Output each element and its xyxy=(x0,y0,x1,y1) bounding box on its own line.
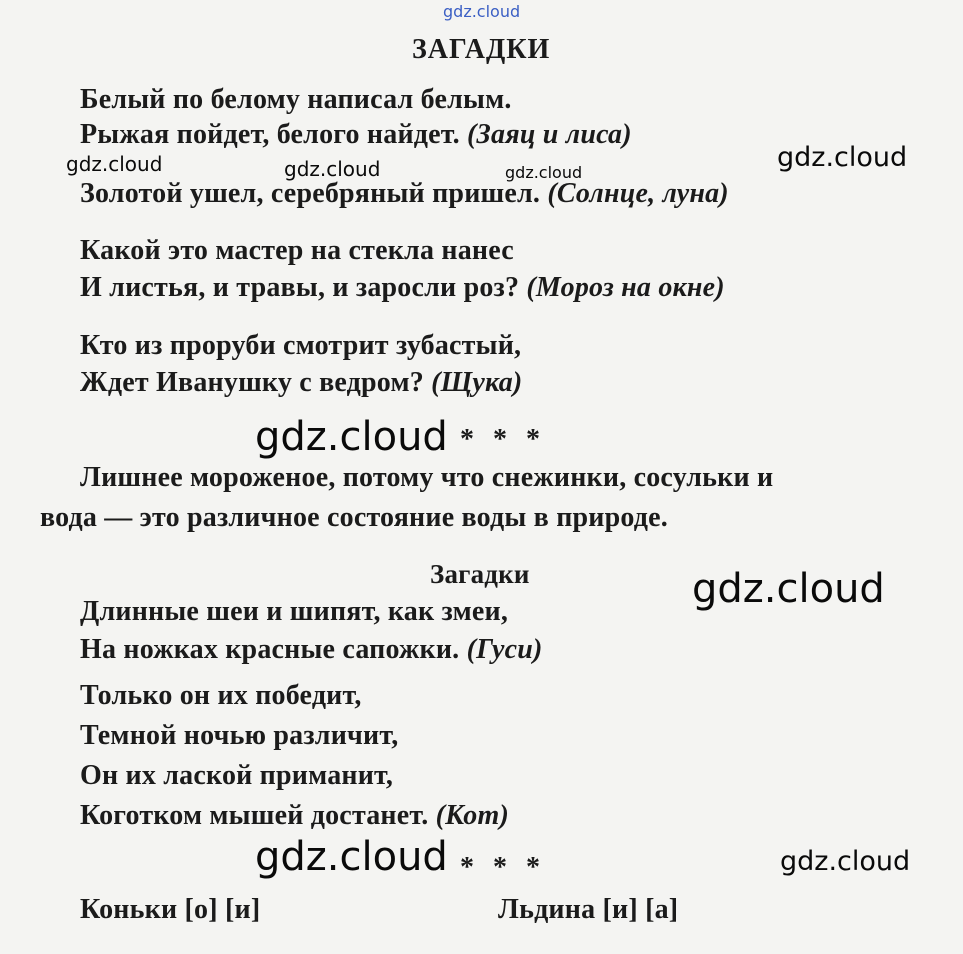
riddle-text: На ножках красные сапожки. xyxy=(80,634,460,665)
riddle2-line-2 xyxy=(80,634,543,666)
watermark: gdz.cloud xyxy=(66,152,163,176)
bottom-left-word: Коньки [о] [и] xyxy=(80,894,261,925)
watermark-top: gdz.cloud xyxy=(443,2,521,21)
riddle-line-4 xyxy=(80,235,514,267)
separator-1: * * * xyxy=(460,424,546,455)
riddle-line-5 xyxy=(80,272,725,304)
watermark: gdz.cloud xyxy=(780,846,911,877)
riddle2-line-1 xyxy=(80,596,508,628)
title: ЗАГАДКИ xyxy=(412,34,551,65)
watermark: gdz.cloud xyxy=(255,414,448,460)
riddle-line-1 xyxy=(80,84,512,116)
riddle-text: Кто из проруби смотрит зубастый, xyxy=(80,330,522,361)
riddle-text: Коготком мышей достанет. xyxy=(80,800,429,831)
watermark: gdz.cloud xyxy=(777,142,908,173)
riddle-answer: (Кот) xyxy=(435,800,510,831)
watermark: gdz.cloud xyxy=(505,163,583,182)
riddle-line-6 xyxy=(80,330,521,362)
riddle-text: Только он их победит, xyxy=(80,680,362,711)
riddle-text: Длинные шеи и шипят, как змеи, xyxy=(80,596,509,627)
riddle-answer: (Солнце, луна) xyxy=(547,178,729,209)
riddle-text: Темной ночью различит, xyxy=(80,720,399,751)
title-2: Загадки xyxy=(430,559,530,589)
riddle-answer: (Заяц и лиса) xyxy=(467,119,632,150)
watermark: gdz.cloud xyxy=(255,834,448,880)
riddle2-line-6 xyxy=(80,800,509,832)
riddle2-line-5 xyxy=(80,760,393,792)
riddle-text: Рыжая пойдет, белого найдет. xyxy=(80,119,460,150)
riddle2-line-4 xyxy=(80,720,398,752)
riddle-answer: (Гуси) xyxy=(466,634,543,665)
riddle-line-2 xyxy=(80,119,632,151)
paragraph-line-1: Лишнее мороженое, потому что снежинки, сосульки и xyxy=(80,462,774,493)
riddle-line-3 xyxy=(80,178,729,210)
riddle2-line-3 xyxy=(80,680,362,712)
watermark: gdz.cloud xyxy=(692,566,885,612)
riddle-text: Золотой ушел, серебряный пришел. xyxy=(80,178,541,209)
riddle-text: Какой это мастер на стекла нанес xyxy=(80,235,514,266)
riddle-text: И листья, и травы, и заросли роз? xyxy=(80,272,520,303)
riddle-text: Ждет Иванушку с ведром? xyxy=(80,367,424,398)
riddle-answer: (Мороз на окне) xyxy=(526,272,725,303)
riddle-text: Белый по белому написал белым. xyxy=(80,84,512,115)
riddle-answer: (Щука) xyxy=(431,367,523,398)
watermark: gdz.cloud xyxy=(284,157,381,181)
separator-2: * * * xyxy=(460,852,546,883)
paragraph-line-2: вода — это различное состояние воды в природе. xyxy=(40,502,669,533)
riddle-text: Он их лаской приманит, xyxy=(80,760,394,791)
bottom-right-word: Льдина [и] [а] xyxy=(498,894,679,925)
riddle-line-7 xyxy=(80,367,522,399)
